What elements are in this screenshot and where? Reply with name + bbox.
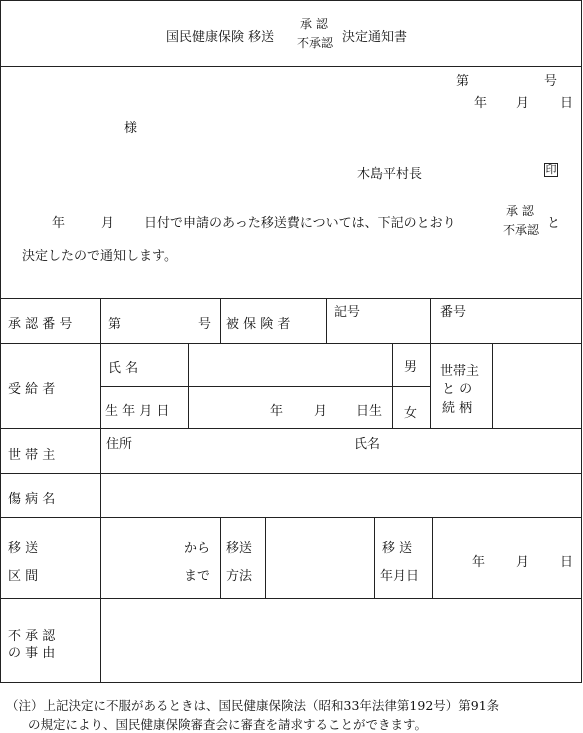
addressee-honorific: 様 (124, 121, 138, 136)
title-approve-option: 承 認 (300, 17, 328, 31)
body-text-2: 決定したので通知します。 (22, 249, 177, 264)
date-day: 日 (560, 96, 574, 111)
recipient-inner-line (100, 386, 430, 387)
doc-number-suffix: 号 (544, 74, 558, 89)
table-line (0, 517, 582, 518)
relation-label-2: と の (442, 382, 473, 397)
table-line (0, 428, 582, 429)
seal-mark: 印 (545, 163, 557, 176)
householder-label: 世 帯 主 (8, 448, 56, 463)
footnote-line-2: の規定により、国民健康保険審査会に審査を請求することができます。 (28, 717, 428, 732)
title-divider (0, 66, 582, 67)
relation-label-1: 世帯主 (440, 364, 480, 379)
doc-number-prefix: 第 (456, 74, 470, 89)
relation-label-3: 続 柄 (442, 401, 473, 416)
transport-date-label-2: 年月日 (380, 569, 420, 584)
disapproval-reason-label-2: の 事 由 (8, 646, 56, 661)
title-disapprove-option: 不承認 (297, 36, 334, 50)
disease-label: 傷 病 名 (8, 492, 56, 507)
transport-date-label-1: 移 送 (382, 541, 413, 556)
title-text: 国民健康保険 移送 (166, 30, 275, 45)
table-line (0, 343, 582, 344)
householder-name-label: 氏名 (354, 437, 381, 452)
body-text-1: 日付で申請のあった移送費については、下記のとおり (144, 216, 456, 231)
table-top-line (0, 298, 582, 299)
table-line-v (188, 343, 189, 428)
table-line-v (392, 343, 393, 428)
transport-month: 月 (516, 555, 530, 570)
body-disapprove-option: 不承認 (503, 223, 540, 237)
table-line (0, 598, 582, 599)
label-column-line (100, 298, 101, 682)
table-line-v (220, 517, 221, 598)
birth-year: 年 (270, 404, 284, 419)
number-label: 番号 (440, 305, 467, 320)
footnote-line-1: （注）上記決定に不服があるときは、国民健康保険法（昭和33年法律第192号）第91条 (6, 698, 500, 713)
table-line-v (265, 517, 266, 598)
sex-male: 男 (404, 360, 418, 375)
section-label-1: 移 送 (8, 541, 39, 556)
section-to: まで (184, 569, 211, 584)
method-label-1: 移送 (226, 541, 253, 556)
symbol-label: 記号 (334, 305, 361, 320)
disapproval-reason-label-1: 不 承 認 (8, 629, 56, 644)
section-label-2: 区 間 (8, 569, 39, 584)
address-label: 住所 (106, 437, 133, 452)
issuer-name: 木島平村長 (357, 167, 423, 182)
body-to: と (547, 216, 561, 231)
sex-female: 女 (404, 406, 418, 421)
section-from: から (184, 541, 211, 556)
table-line-v (430, 298, 431, 428)
body-approve-option: 承 認 (506, 204, 534, 218)
approval-number-label: 承 認 番 号 (8, 317, 73, 332)
table-line-v (326, 298, 327, 343)
birthdate-label: 生 年 月 日 (105, 404, 170, 419)
approval-number-suffix: 号 (198, 317, 212, 332)
insured-label: 被 保 険 者 (226, 317, 291, 332)
table-line-v (432, 517, 433, 598)
date-month: 月 (516, 96, 530, 111)
table-line-v (374, 517, 375, 598)
title-suffix: 決定通知書 (342, 30, 408, 45)
approval-number-prefix: 第 (108, 317, 122, 332)
recipient-label: 受 給 者 (8, 382, 56, 397)
body-year: 年 (52, 216, 66, 231)
method-label-2: 方法 (226, 569, 253, 584)
body-month: 月 (101, 216, 115, 231)
table-line-v (492, 343, 493, 428)
birth-day: 日生 (356, 404, 383, 419)
transport-day: 日 (560, 555, 574, 570)
table-line-v (220, 298, 221, 343)
name-label: 氏 名 (108, 361, 139, 376)
transport-year: 年 (472, 555, 486, 570)
date-year: 年 (474, 96, 488, 111)
birth-month: 月 (314, 404, 328, 419)
table-line (0, 473, 582, 474)
